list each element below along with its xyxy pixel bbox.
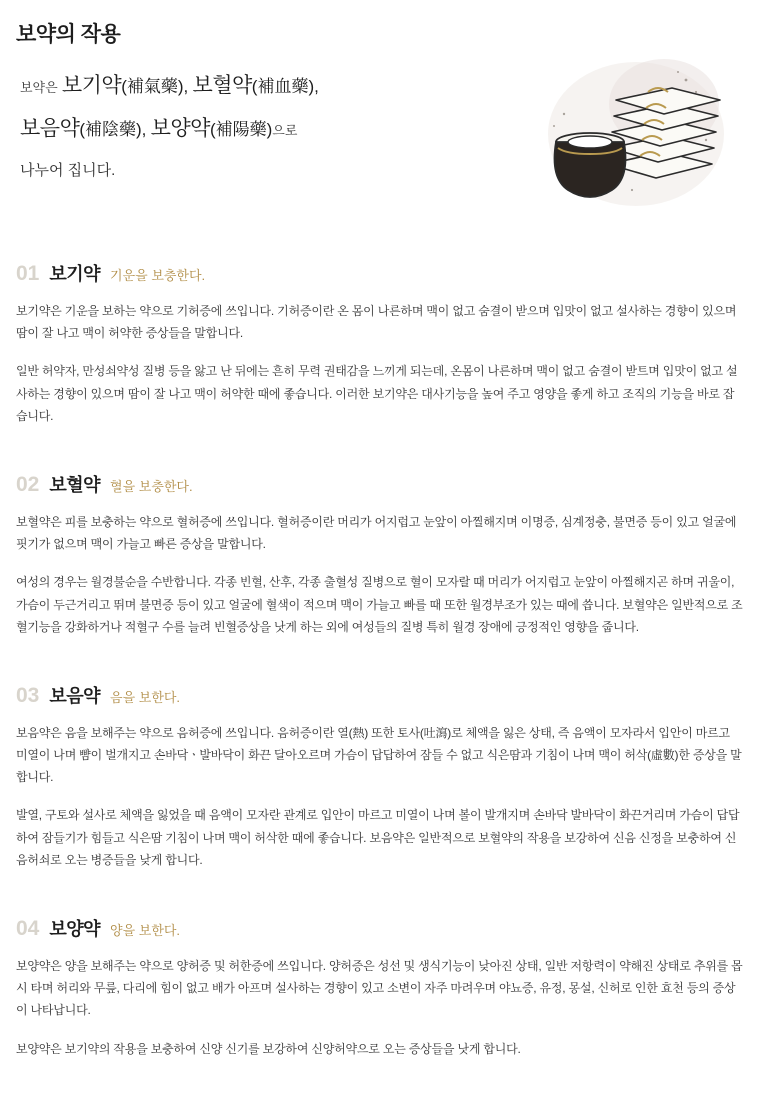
intro-paragraph [16, 66, 520, 185]
intro-lead: 보약은 [20, 80, 58, 95]
section-heading [16, 471, 744, 497]
section-number: 03 [16, 683, 40, 707]
section-paragraph: 여성의 경우는 월경불순을 수반합니다. 각종 빈혈, 산후, 각종 출혈성 질병으로 혈이 모자랄 때 머리가 어지럽고 눈앞이 아찔해지곤 하며 귀울이, 가슴이 두근거리고 뛰며 불면증 등이 있고 얼굴에 혈색이 적으며 맥이 가늘고 빠를 때 또한 월경부조가 있는 때에 씁니다. 보혈약은 일반적으로 조혈기능을 강화하거나 적혈구 수를 늘려 빈혈증상을 낫게 하는 외에 여성들의 질병 특히 월경 장애에 긍정적인 영향을 줍니다. [16, 575, 743, 634]
section-number: 01 [16, 262, 40, 285]
section-title: 보기약 [49, 264, 101, 284]
intro-term-1: 보기약 [61, 74, 122, 97]
section-title: 보혈약 [49, 474, 101, 495]
section-paragraph: 보음약은 음을 보해주는 약으로 음허증에 쓰입니다. 음허증이란 열(熱) 또한 토사(吐瀉)로 체액을 잃은 상태, 즉 음액이 모자라서 입안이 마르고 미열이 나며 뺨이 벌개지고 손바닥ㆍ발바닥이 화끈 달아오르며 가슴이 답답하여 잠들 수 없고 식은땀과 기침이 나며 맥이 허삭(虛數)한 증상을 말합니다. [16, 725, 742, 785]
intro-term-2: 보혈약 [192, 74, 252, 97]
page-title: 보약의 작용 [16, 23, 121, 46]
intro-hanja-2: (補血藥), [251, 77, 319, 96]
section-subtitle: 음을 보한다. [110, 689, 181, 705]
intro-line-3: 나누어 집니다. [20, 161, 116, 179]
section-subtitle: 혈을 보충한다. [110, 478, 193, 494]
section-paragraph: 발열, 구토와 설사로 체액을 잃었을 때 음액이 모자란 관계로 입안이 마르고 미열이 나며 볼이 발개지며 손바닥 발바닥이 화끈거리며 가슴이 답답하여 잠들기가 힘들고 식은땀 기침이 나며 맥이 허삭한 때에 좋습니다. 보음약은 일반적으로 보혈약의 작용을 보강하여 신음 신정을 보충하여 신음허쇠로 오는 병증들을 낮게 합니다. [16, 808, 740, 867]
section-paragraph: 일반 허약자, 만성쇠약성 질병 등을 앓고 난 뒤에는 흔히 무력 권태감을 느끼게 되는데, 온몸이 나른하며 맥이 없고 숨결이 받트며 입맛이 없고 설사하는 경향이 있으며 땀이 잘 나고 맥이 허약한 때에 좋습니다. 이러한 보기약은 대사기능을 높여 주고 영양을 좋게 하고 조직의 기능을 바로 잡습니다. [16, 364, 738, 423]
intro-term-3: 보음약 [20, 116, 80, 140]
intro-term-4: 보양약 [150, 116, 210, 140]
section-02 [16, 471, 744, 638]
section-heading [16, 682, 744, 708]
intro-tail: 으로 [272, 122, 298, 138]
intro-hanja-3: (補陰藥), [79, 119, 147, 139]
section-title: 보양약 [49, 919, 101, 939]
section-subtitle: 양을 보한다. [110, 923, 181, 938]
section-04 [16, 915, 744, 1060]
section-paragraph: 보양약은 양을 보해주는 약으로 양허증 및 허한증에 쓰입니다. 양허증은 성선 및 생식기능이 낮아진 상태, 일반 저항력이 약해진 상태로 추위를 몹시 타며 허리와 무릎, 다리에 힘이 없고 배가 아프며 설사하는 경향이 있고 소변이 자주 마려우며 야뇨증, 유정, 몽설, 신허로 인한 효천 등의 증상이 나타납니다. [16, 959, 743, 1018]
section-paragraph: 보기약은 기운을 보하는 약으로 기허증에 쓰입니다. 기허증이란 온 몸이 나른하며 맥이 없고 숨결이 받으며 입맛이 없고 설사하는 경향이 있으며 땀이 잘 나고 맥이 허약한 증상들을 말합니다. [16, 304, 737, 341]
section-heading [16, 260, 744, 286]
pot-and-herb-packs-illustration [536, 44, 726, 214]
page-header [16, 0, 744, 226]
section-01 [16, 260, 744, 427]
section-subtitle: 기운을 보충한다. [110, 268, 206, 283]
section-number: 04 [16, 917, 40, 940]
section-number: 02 [16, 472, 40, 496]
intro-hanja-1: (補氣藥), [121, 77, 189, 96]
intro-hanja-4: (補陽藥) [209, 119, 273, 139]
section-title: 보음약 [49, 685, 101, 706]
section-heading [16, 915, 744, 941]
section-paragraph: 보혈약은 피를 보충하는 약으로 혈허증에 쓰입니다. 혈허증이란 머리가 어지럽고 눈앞이 아찔해지며 이명증, 심계정충, 불면증 등이 있고 얼굴에 핏기가 없으며 맥이 가늘고 빠른 증상을 말합니다. [16, 514, 737, 552]
section-paragraph: 보양약은 보기약의 작용을 보충하여 신양 신기를 보강하여 신양허약으로 오는 증상들을 낫게 합니다. [16, 1041, 521, 1056]
section-03 [16, 682, 744, 871]
